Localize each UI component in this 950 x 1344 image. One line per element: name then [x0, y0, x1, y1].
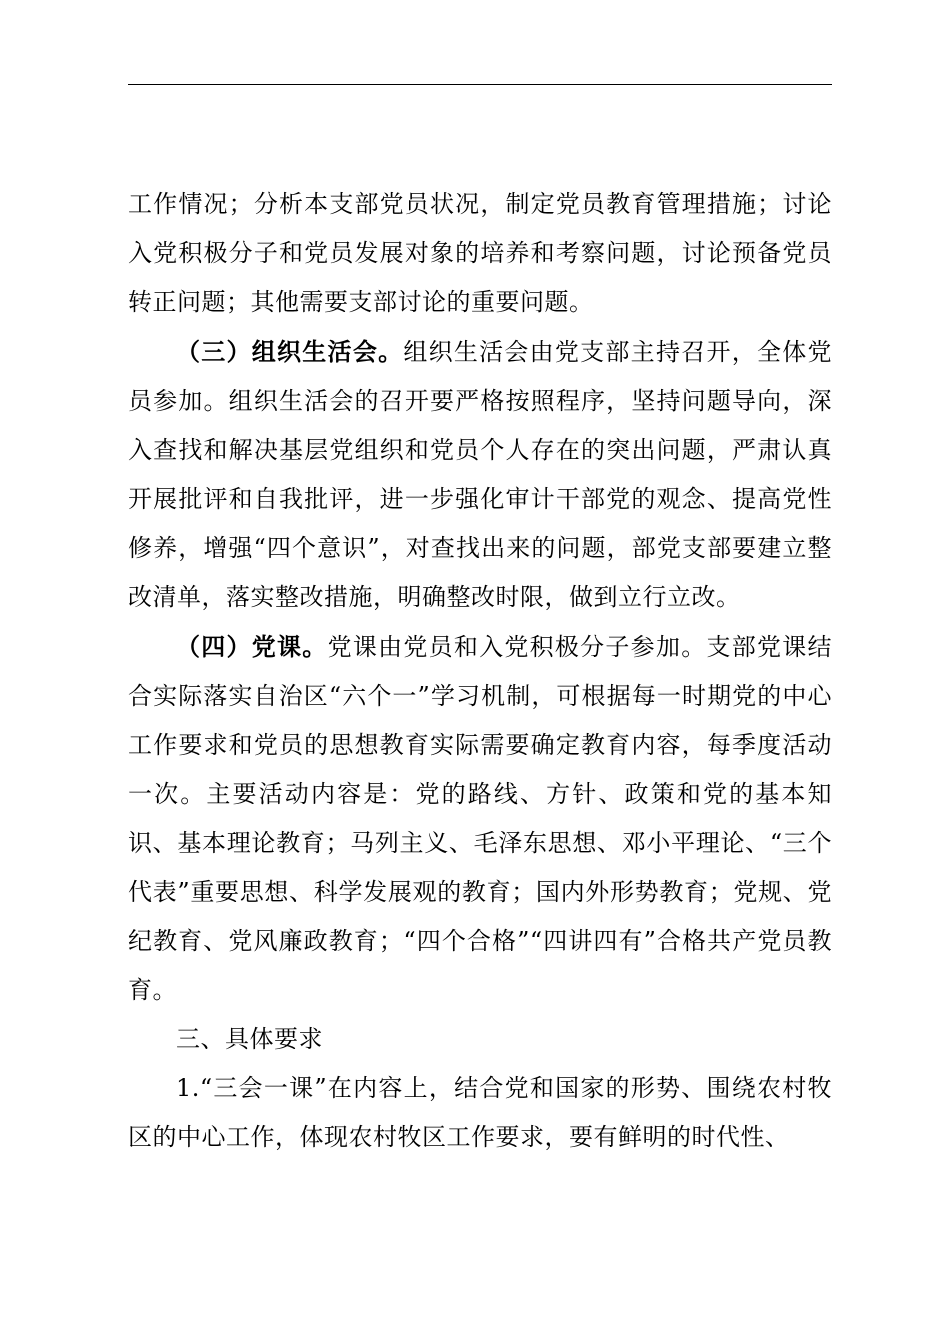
paragraph-text: 组织生活会由党支部主持召开，全体党员参加。组织生活会的召开要严格按照程序，坚持问题导向，深入查找和解决基层党组织和党员个人存在的突出问题，严肃认真开展批评和自我批评，进一步强化审计干部党的观念、提高党性修养，增强“四个意识”，对查找出来的问题，部党支部要建立整改清单，落实整改措施，明确整改时限，做到立行立改。 — [128, 338, 833, 611]
paragraph-lead-heading: （四）党课。 — [176, 632, 328, 661]
document-body — [128, 180, 832, 1162]
section-heading-text: 三、具体要求 — [176, 1025, 323, 1053]
paragraph-organization-life-meeting — [128, 327, 832, 622]
paragraph-text: 1.“三会一课”在内容上，结合党和国家的形势、围绕农村牧区的中心工作，体现农村牧区工作要求，要有鲜明的时代性、 — [128, 1074, 832, 1151]
paragraph-requirement-1 — [128, 1064, 832, 1162]
paragraph-continuation — [128, 180, 832, 327]
header-rule — [128, 84, 832, 85]
paragraph-text: 工作情况；分析本支部党员状况，制定党员教育管理措施；讨论入党积极分子和党员发展对象的培养和考察问题，讨论预备党员转正问题；其他需要支部讨论的重要问题。 — [128, 190, 832, 316]
paragraph-party-lecture — [128, 622, 832, 1015]
paragraph-text: 党课由党员和入党积极分子参加。支部党课结合实际落实自治区“六个一”学习机制，可根据每一时期党的中心工作要求和党员的思想教育实际需要确定教育内容，每季度活动一次。主要活动内容是：党的路线、方针、政策和党的基本知识、基本理论教育；马列主义、毛泽东思想、邓小平理论、“三个代表”重要思想、科学发展观的教育；国内外形势教育；党规、党纪教育、党风廉政教育；“四个合格”“四讲四有”合格共产党员教育。 — [128, 633, 833, 1004]
section-heading-specific-requirements — [128, 1015, 832, 1064]
paragraph-lead-heading: （三）组织生活会。 — [176, 337, 404, 366]
